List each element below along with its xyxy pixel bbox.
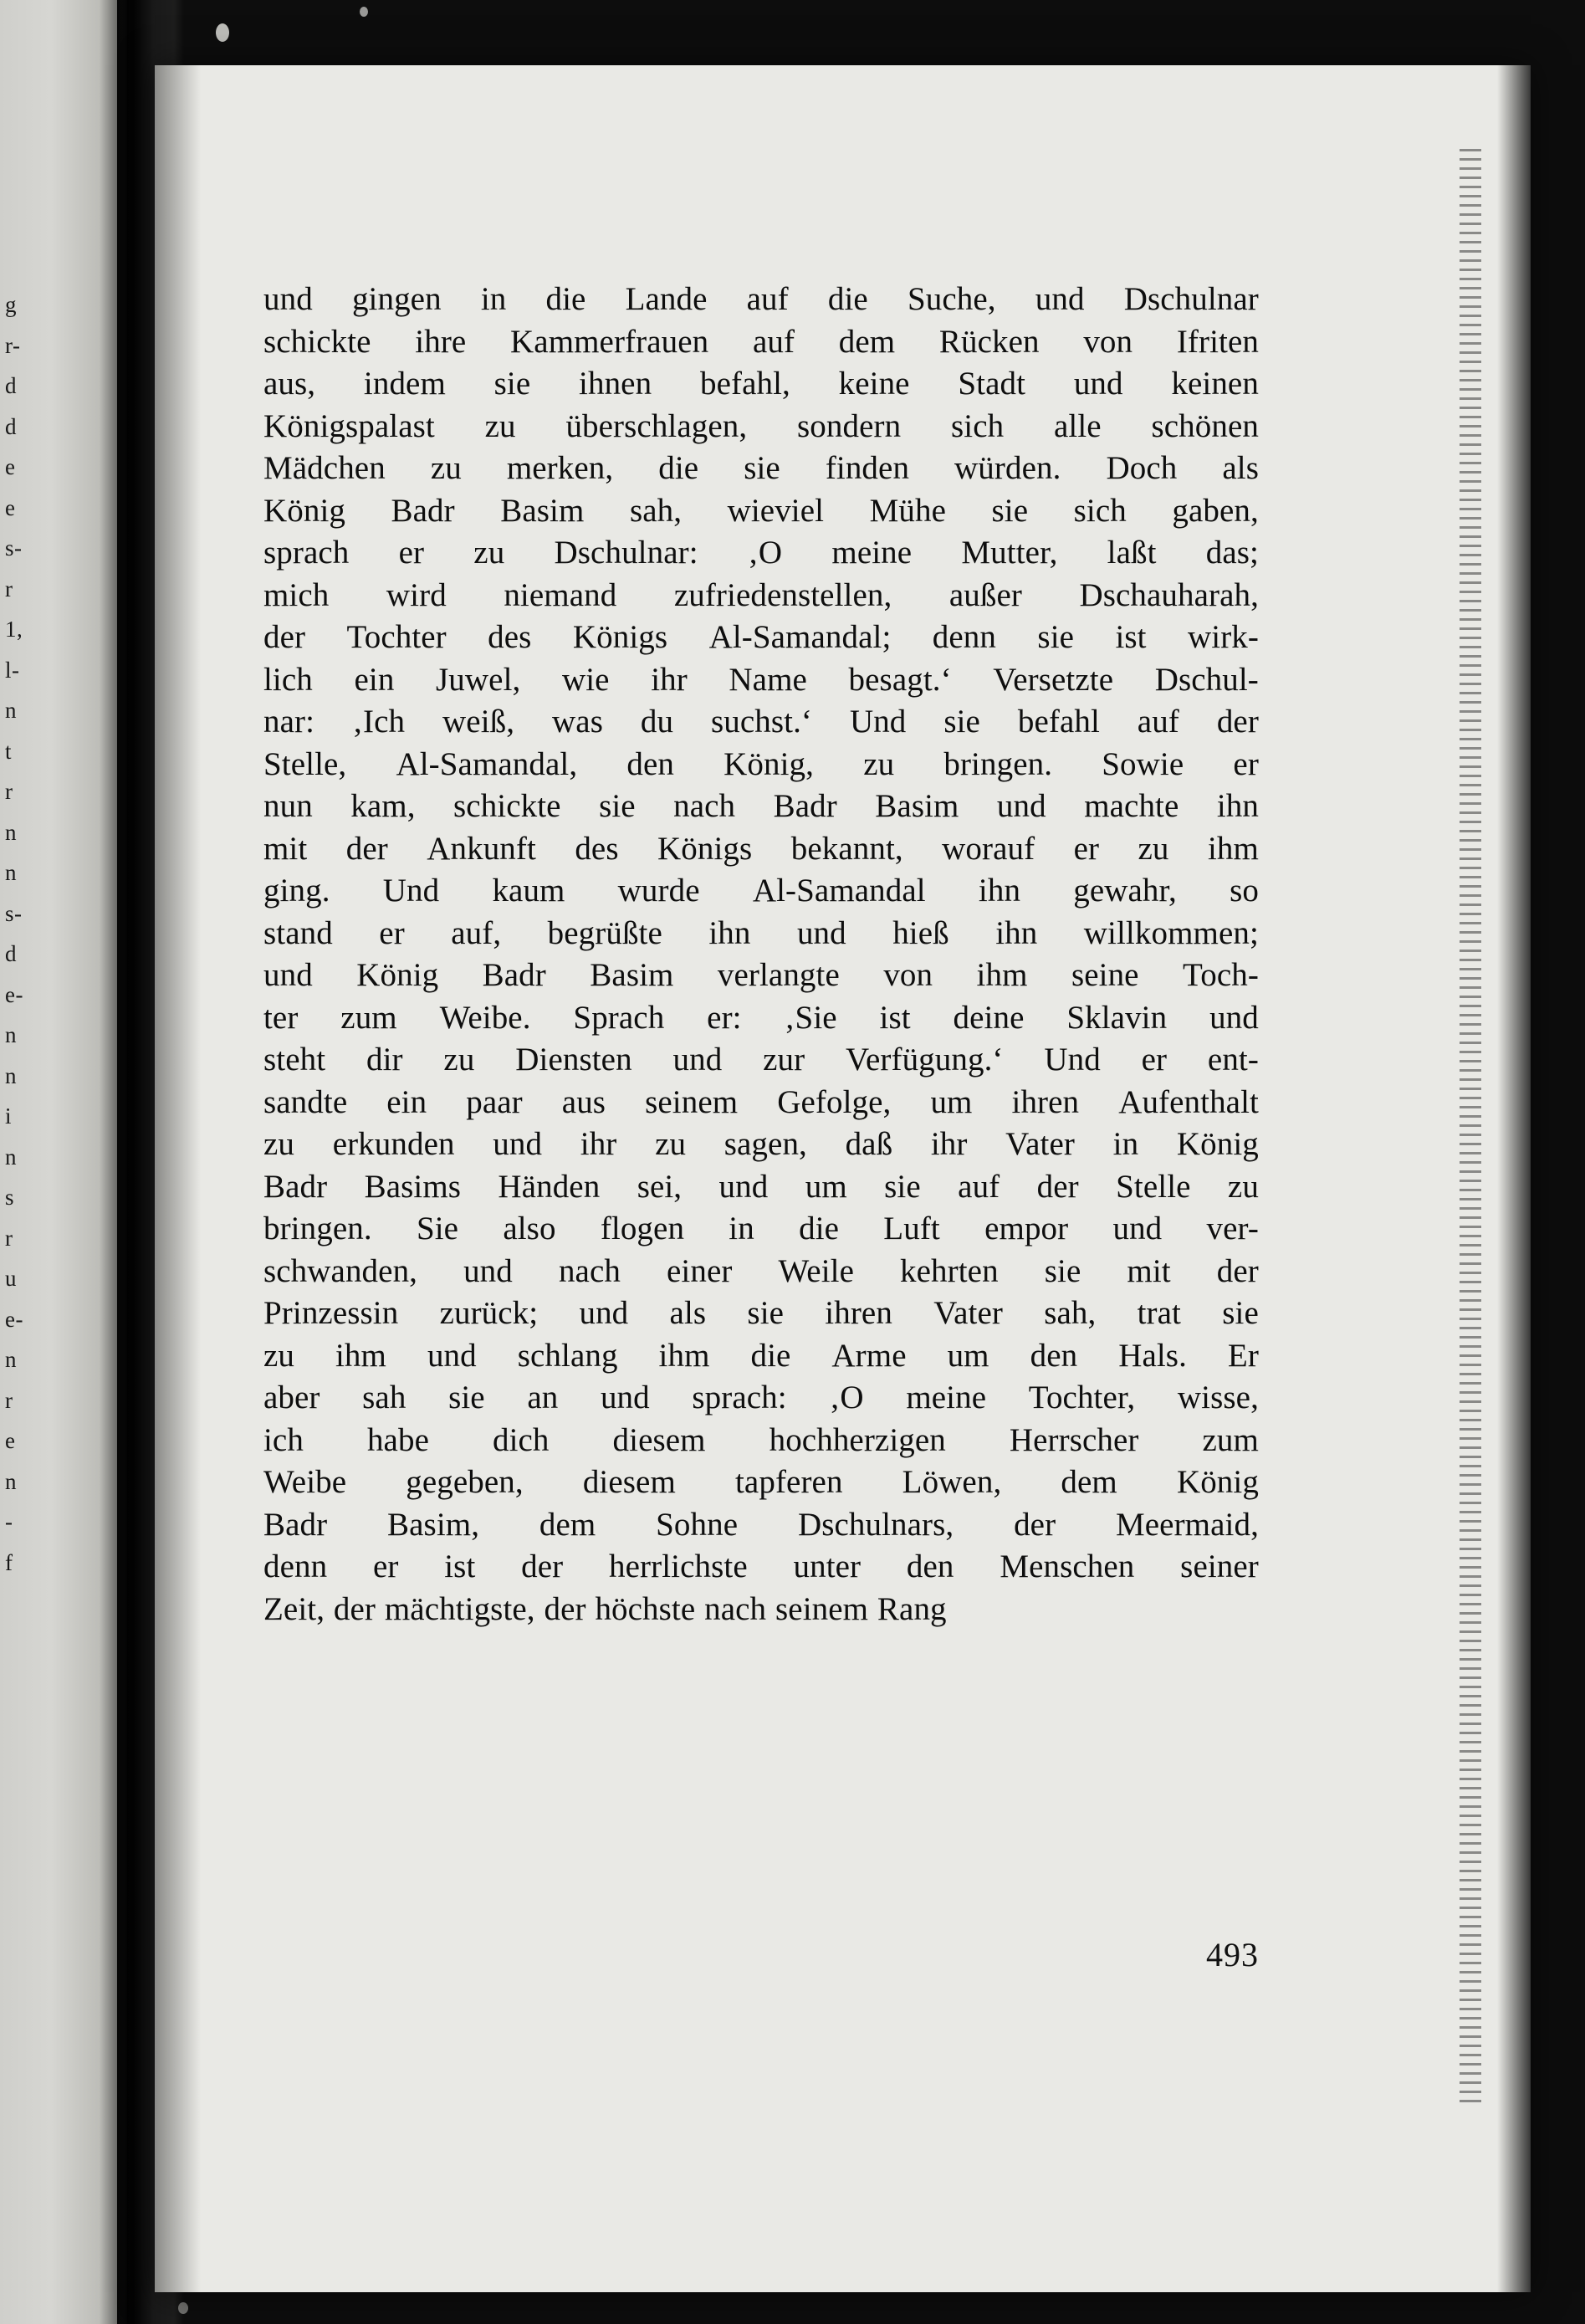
text-line: und König Badr Basim verlangte von ihm seine Toch- — [263, 957, 1259, 993]
facing-page-char: n — [5, 1062, 17, 1088]
text-line: bringen. Sie also flogen in die Luft empor und ver- — [263, 1211, 1259, 1246]
text-line: schwanden, und nach einer Weile kehrten sie mit der — [263, 1252, 1259, 1289]
facing-page-char: r — [5, 1387, 13, 1413]
text-line: mich wird niemand zufriedenstellen, außer Dschauharah, — [263, 576, 1259, 613]
text-line: aber sah sie an und sprach: ‚O meine Tochter, wisse, — [263, 1380, 1259, 1415]
text-line: nar: ‚Ich weiß, was du suchst.‘ Und sie befahl auf der — [263, 704, 1259, 740]
facing-page-char: u — [5, 1266, 17, 1291]
facing-page-char: e- — [5, 1306, 23, 1332]
text-line: Badr Basim, dem Sohne Dschulnars, der Meermaid, — [263, 1506, 1259, 1543]
text-line: steht dir zu Diensten und zur Verfügung.‘ Und er ent- — [263, 1042, 1259, 1078]
page-text-block — [263, 279, 1259, 1630]
text-line: lich ein Juwel, wie ihr Name besagt.‘ Versetzte Dschul- — [263, 661, 1259, 698]
facing-page-char: n — [5, 698, 17, 723]
text-line: König Badr Basim sah, wieviel Mühe sie sich gaben, — [263, 492, 1259, 529]
facing-page-char: r — [5, 576, 13, 601]
text-line: sprach er zu Dschulnar: ‚O meine Mutter, laßt das; — [263, 535, 1259, 571]
body-paragraph — [263, 279, 1259, 1630]
page-number: 493 — [1206, 1936, 1259, 1973]
facing-page-char: 1, — [5, 617, 23, 642]
facing-page-char: t — [5, 738, 13, 764]
facing-page-char: e — [5, 1428, 16, 1453]
text-line: schickte ihre Kammerfrauen auf dem Rücken von Ifriten — [263, 323, 1259, 360]
facing-page-strip — [0, 0, 127, 2324]
text-line: aus, indem sie ihnen befahl, keine Stadt und keinen — [263, 366, 1259, 402]
facing-page-char: g — [5, 292, 17, 317]
facing-page-char: l- — [5, 657, 20, 683]
text-line: und gingen in die Lande auf die Suche, und Dschulnar — [263, 281, 1259, 317]
facing-page-char: - — [5, 1509, 13, 1534]
facing-page-char: d — [5, 413, 17, 439]
facing-page-char: s- — [5, 535, 23, 561]
text-line: Prinzessin zurück; und als sie ihren Vater sah, trat sie — [263, 1295, 1259, 1331]
text-line: zu erkunden und ihr zu sagen, daß ihr Vater in König — [263, 1126, 1259, 1162]
text-line: nun kam, schickte sie nach Badr Basim und machte ihn — [263, 788, 1259, 824]
page-edge-speckle — [1460, 149, 1481, 2106]
text-line: der Tochter des Königs Al-Samandal; denn sie ist wirk- — [263, 619, 1259, 655]
facing-page-char: n — [5, 1468, 17, 1494]
text-line: Weibe gegeben, diesem tapferen Löwen, dem König — [263, 1464, 1259, 1500]
text-line: stand er auf, begrüßte ihn und hieß ihn willkommen; — [263, 914, 1259, 951]
text-line: ich habe dich diesem hochherzigen Herrscher zum — [263, 1421, 1259, 1458]
text-line: ter zum Weibe. Sprach er: ‚Sie ist deine Sklavin und — [263, 999, 1259, 1036]
facing-page-char: s- — [5, 900, 23, 926]
scan-artifact-top-2 — [360, 7, 368, 17]
facing-page-char: n — [5, 1144, 17, 1170]
text-line: Badr Basims Händen sei, und um sie auf der Stelle zu — [263, 1168, 1259, 1205]
facing-page-char: e — [5, 494, 16, 520]
page-outer-edge-shadow — [1497, 65, 1531, 2292]
facing-page-char: i — [5, 1103, 13, 1129]
facing-page-char: f — [5, 1549, 13, 1575]
text-line: zu ihm und schlang ihm die Arme um den Hals. Er — [263, 1337, 1259, 1374]
text-line: Mädchen zu merken, die sie finden würden. Doch als — [263, 450, 1259, 486]
facing-page-char: n — [5, 1347, 17, 1372]
text-line: ging. Und kaum wurde Al-Samandal ihn gewahr, so — [263, 873, 1259, 909]
text-line: mit der Ankunft des Königs bekannt, worauf er zu ihm — [263, 830, 1259, 867]
scan-artifact-top — [216, 23, 229, 42]
text-line: Königspalast zu überschlagen, sondern sich alle schönen — [263, 407, 1259, 444]
facing-page-char: r — [5, 779, 13, 804]
facing-page-char: e- — [5, 981, 23, 1007]
facing-page-char: s — [5, 1185, 15, 1210]
facing-page-char: r- — [5, 332, 21, 358]
facing-page-char: r — [5, 1225, 13, 1251]
facing-page-char: n — [5, 1022, 17, 1047]
facing-page-char: n — [5, 860, 17, 885]
facing-page-char: d — [5, 941, 17, 966]
text-line: Stelle, Al-Samandal, den König, zu bringen. Sowie er — [263, 745, 1259, 782]
facing-page-clipped-text — [5, 284, 38, 1583]
scan-artifact-bottom — [178, 2302, 188, 2314]
text-line: denn er ist der herrlichste unter den Menschen seiner — [263, 1548, 1259, 1584]
page-inner-shadow — [155, 65, 201, 2292]
facing-page-char: d — [5, 373, 17, 398]
text-line: sandte ein paar aus seinem Gefolge, um ihren Aufenthalt — [263, 1083, 1259, 1120]
text-line: Zeit, der mächtigste, der höchste nach seinem Rang — [263, 1590, 947, 1627]
facing-page-char: e — [5, 454, 16, 479]
book-page — [155, 65, 1531, 2292]
facing-page-char: n — [5, 819, 17, 845]
